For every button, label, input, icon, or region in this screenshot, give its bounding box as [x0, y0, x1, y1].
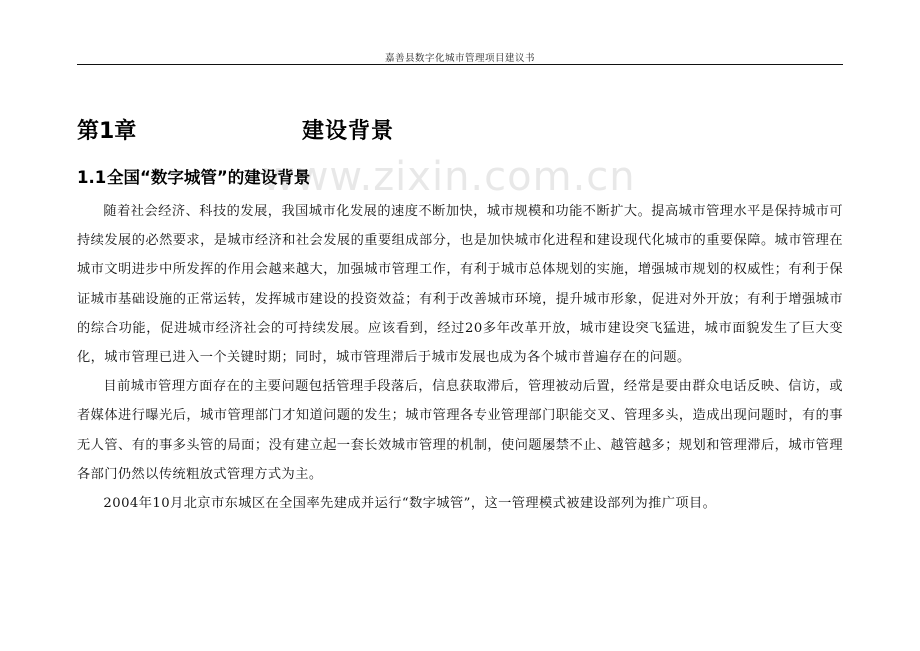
- body-text: [77, 197, 843, 518]
- section-heading: [77, 164, 310, 188]
- paragraph-3: 2004年10月北京市东城区在全国率先建成并运行“数字城管”，这一管理模式被建设部列为推广项目。: [103, 496, 717, 512]
- running-header: 嘉善县数字化城市管理项目建议书: [384, 53, 535, 64]
- chapter-heading: [77, 110, 843, 146]
- section-title: 全国“数字城管”的建设背景: [107, 168, 311, 187]
- chapter-title: 建设背景: [302, 119, 395, 144]
- paragraph-2: 目前城市管理方面存在的主要问题包括管理手段落后，信息获取滞后，管理被动后置，经常是要由群众电话反映、信访，或者媒体进行曝光后，城市管理部门才知道问题的发生；城市管理各专业管理部门职能交叉、管理多头，造成出现问题时，有的事无人管、有的事多头管的局面；没有建立起一套长效城市管理的机制，使问题屡禁不止、越管越多；规划和管理滞后，城市管理各部门仍然以传统粗放式管理方式为主。: [77, 379, 843, 482]
- chapter-number: 第1章: [77, 119, 137, 144]
- watermark: www.zixin.com.cn: [262, 154, 636, 200]
- header-rule: [77, 64, 843, 65]
- paragraph-1: 随着社会经济、科技的发展，我国城市化发展的速度不断加快，城市规模和功能不断扩大。提高城市管理水平是保持城市可持续发展的必然要求，是城市经济和社会发展的重要组成部分，也是加快城市化进程和建设现代化城市的重要保障。城市管理在城市文明进步中所发挥的作用会越来越大，加强城市管理工作，有利于城市总体规划的实施，增强城市规划的权威性；有利于保证城市基础设施的正常运转，发挥城市建设的投资效益；有利于改善城市环境，提升城市形象，促进对外开放；有利于增强城市的综合功能，促进城市经济社会的可持续发展。应该看到，经过20多年改革开放，城市建设突飞猛进，城市面貌发生了巨大变化，城市管理已进入一个关键时期；同时，城市管理滞后于城市发展也成为各个城市普遍存在的问题。: [77, 204, 843, 366]
- section-number: 1.1: [77, 168, 107, 187]
